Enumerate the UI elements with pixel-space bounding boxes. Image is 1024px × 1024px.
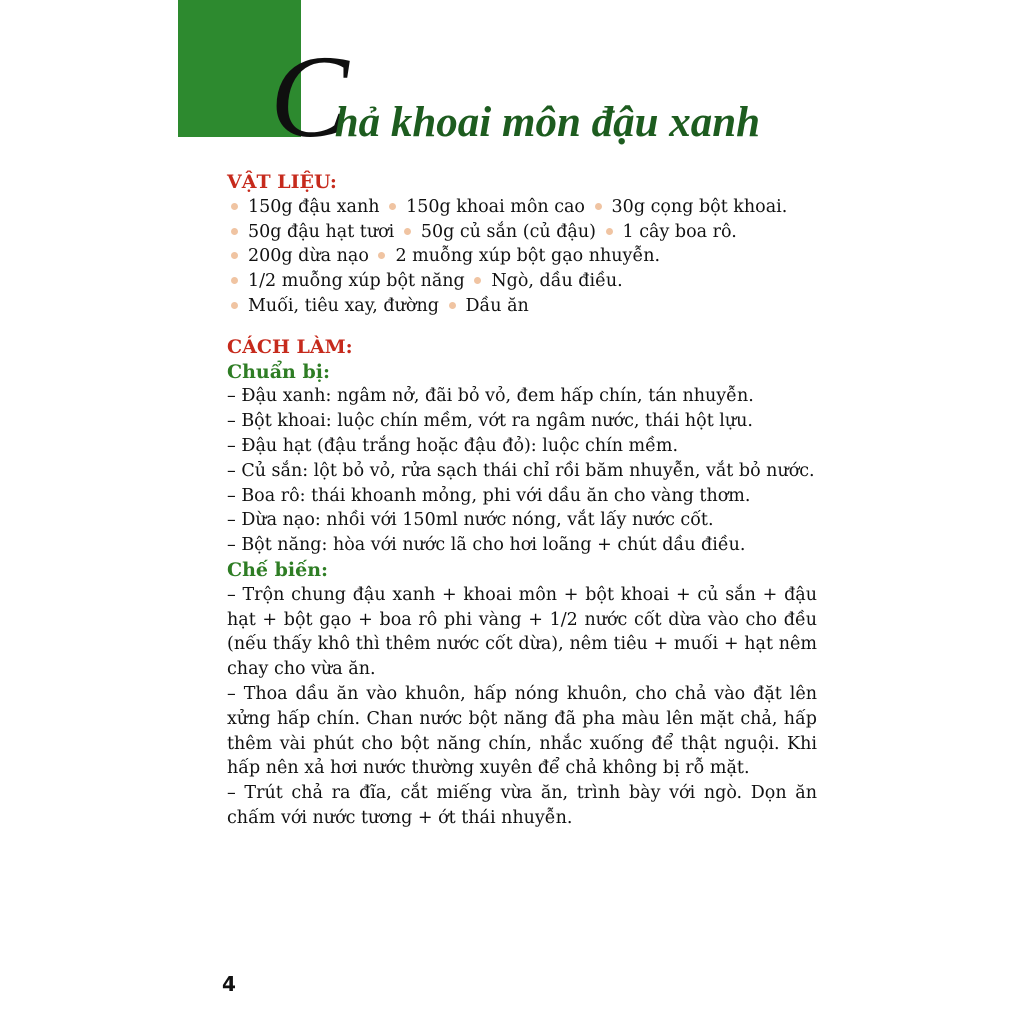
cook-step: – Trút chả ra đĩa, cắt miếng vừa ăn, trình bày với ngò. Dọn ăn chấm với nước tương + ớt thái nhuyễn. (227, 783, 817, 828)
cook-step: – Thoa dầu ăn vào khuôn, hấp nóng khuôn, cho chả vào đặt lên xửng hấp chín. Chan nước bột năng đã pha màu lên mặt chả, hấp thêm vài phút cho bột năng chín, nhắc xuống để thật nguội. Khi hấp nên xả hơi nước thường xuyên để chả không bị rỗ mặt. (227, 683, 817, 779)
recipe-body (227, 166, 817, 831)
prep-step: – Đậu xanh: ngâm nở, đãi bỏ vỏ, đem hấp chín, tán nhuyễn. (227, 386, 754, 407)
bullet-icon (231, 252, 238, 259)
recipe-title (270, 31, 761, 162)
ingredient-item: Muối, tiêu xay, đường (248, 295, 439, 316)
cook-heading: Chế biến: (227, 558, 329, 581)
prep-step: – Boa rô: thái khoanh mỏng, phi với dầu ăn cho vàng thơm. (227, 485, 751, 506)
prep-heading: Chuẩn bị: (227, 360, 331, 383)
ingredient-item: 1 cây boa rô. (622, 221, 737, 242)
bullet-icon (231, 302, 238, 309)
ingredient-item: 30g cọng bột khoai. (611, 196, 788, 217)
ingredient-item: 150g đậu xanh (248, 196, 380, 217)
bullet-icon (606, 228, 613, 235)
bullet-icon (378, 252, 385, 259)
prep-step: – Củ sắn: lột bỏ vỏ, rửa sạch thái chỉ rồi băm nhuyễn, vắt bỏ nước. (227, 460, 815, 481)
prep-step: – Đậu hạt (đậu trắng hoặc đậu đỏ): luộc chín mềm. (227, 435, 679, 456)
title-text: hả khoai môn đậu xanh (334, 99, 761, 146)
ingredients-heading: VẬT LIỆU: (227, 171, 337, 193)
ingredient-item: 150g khoai môn cao (406, 196, 585, 217)
bullet-icon (389, 203, 396, 210)
ingredient-item: 200g dừa nạo (248, 246, 369, 267)
ingredient-item: Ngò, dầu điều. (491, 271, 623, 292)
cook-step: – Trộn chung đậu xanh + khoai môn + bột khoai + củ sắn + đậu hạt + bột gạo + boa rô phi vàng + 1/2 nước cốt dừa vào cho đều (nếu thấy khô thì thêm nước cốt dừa), nêm tiêu + muối + hạt nêm chay cho vừa ăn. (227, 584, 817, 680)
ingredient-line (227, 294, 817, 319)
prep-step: – Bột khoai: luộc chín mềm, vớt ra ngâm nước, thái hột lựu. (227, 411, 753, 432)
ingredient-item: 50g củ sắn (củ đậu) (420, 221, 596, 242)
ingredient-line (227, 244, 817, 269)
bullet-icon (595, 203, 602, 210)
page-number: 4 (222, 972, 236, 996)
bullet-icon (449, 302, 456, 309)
bullet-icon (474, 277, 481, 284)
ingredient-item: 50g đậu hạt tươi (248, 221, 395, 242)
prep-step: – Dừa nạo: nhồi với 150ml nước nóng, vắt lấy nước cốt. (227, 510, 714, 531)
title-initial: C (270, 31, 349, 162)
method-heading: CÁCH LÀM: (227, 335, 353, 358)
ingredient-line (227, 269, 817, 294)
ingredient-item: Dầu ăn (465, 295, 529, 316)
ingredient-line (227, 195, 817, 220)
ingredient-item: 1/2 muỗng xúp bột năng (248, 271, 465, 292)
bullet-icon (404, 228, 411, 235)
prep-step: – Bột năng: hòa với nước lã cho hơi loãng + chút dầu điều. (227, 535, 746, 556)
ingredients-list (227, 195, 817, 319)
prep-steps (227, 384, 817, 558)
bullet-icon (231, 228, 238, 235)
bullet-icon (231, 277, 238, 284)
cook-steps (227, 583, 817, 831)
ingredient-line (227, 220, 817, 245)
bullet-icon (231, 203, 238, 210)
ingredient-item: 2 muỗng xúp bột gạo nhuyễn. (395, 246, 661, 267)
